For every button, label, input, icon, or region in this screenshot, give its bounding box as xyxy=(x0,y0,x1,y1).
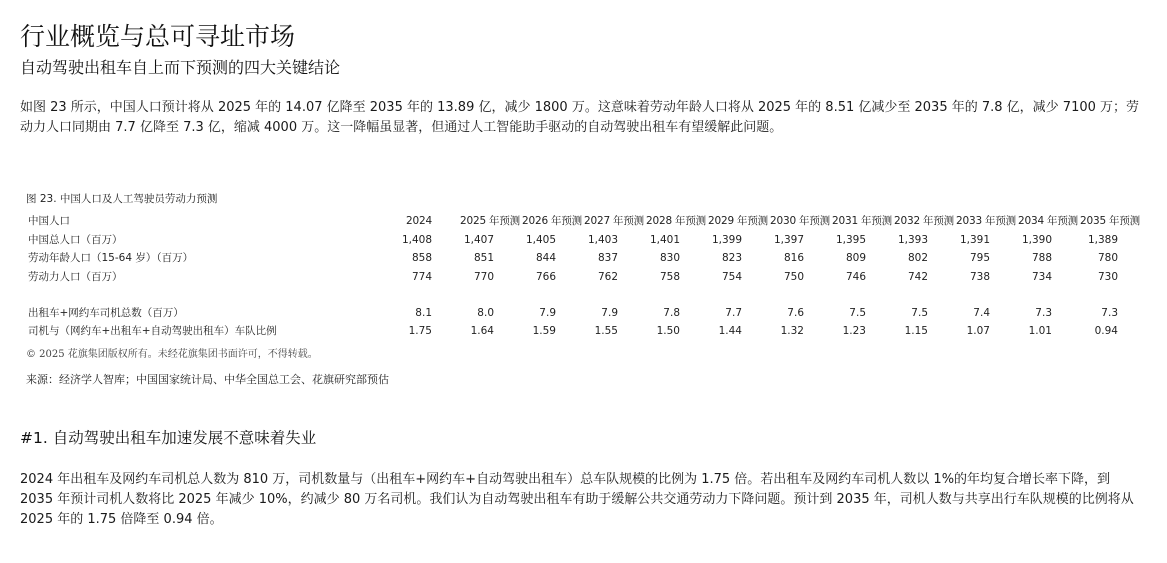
table-row xyxy=(26,231,1154,250)
table-cell: 1.15 xyxy=(904,325,928,337)
table-cell: 858 xyxy=(411,252,432,264)
table-cell: 837 xyxy=(597,252,618,264)
copyright-notice: © 2025 花旗集团版权所有。未经花旗集团书面许可，不得转载。 xyxy=(26,349,318,360)
column-header: 2030 年预测 xyxy=(770,215,830,227)
table-cell: 774 xyxy=(411,270,432,283)
table-cell: 1.64 xyxy=(470,325,494,337)
row-label: 劳动力人口（百万） xyxy=(28,270,123,283)
page-subtitle: 自动驾驶出租车自上而下预测的四大关键结论 xyxy=(20,58,341,77)
table-header-row xyxy=(26,212,1154,231)
row-label: 中国总人口（百万） xyxy=(28,233,123,246)
table-cell: 1,390 xyxy=(1021,233,1052,246)
table-cell: 1,408 xyxy=(401,233,432,246)
column-header: 2026 年预测 xyxy=(522,215,582,227)
table-cell: 734 xyxy=(1031,270,1052,283)
table-cell: 1.44 xyxy=(718,325,742,337)
table-cell: 762 xyxy=(597,270,618,283)
table-header-label: 中国人口 xyxy=(28,215,70,227)
table-cell: 1,393 xyxy=(897,233,928,246)
table-cell: 1,399 xyxy=(711,233,742,246)
table-cell: 8.0 xyxy=(477,306,494,319)
row-label: 劳动年龄人口（15-64 岁）（百万） xyxy=(28,252,194,264)
table-cell: 1,403 xyxy=(587,233,618,246)
table-cell: 7.4 xyxy=(973,306,990,319)
column-header: 2032 年预测 xyxy=(894,215,954,227)
table-cell: 802 xyxy=(907,252,928,264)
table-row xyxy=(26,268,1154,287)
table-cell: 1.32 xyxy=(780,325,804,337)
table-cell: 823 xyxy=(721,252,742,264)
table-cell: 750 xyxy=(783,270,804,283)
table-row xyxy=(26,304,1154,323)
table-cell: 0.94 xyxy=(1094,325,1118,337)
column-header: 2025 年预测 xyxy=(460,215,520,227)
column-header: 2035 年预测 xyxy=(1080,215,1140,227)
source-note: 来源：经济学人智库；中国国家统计局、中华全国总工会、花旗研究部预估 xyxy=(26,373,389,386)
table-cell: 7.6 xyxy=(787,306,804,319)
table-cell: 1.59 xyxy=(532,325,556,337)
row-label: 司机与（网约车+出租车+自动驾驶出租车）车队比例 xyxy=(28,325,277,337)
row-label: 出租车+网约车司机总数（百万） xyxy=(28,306,184,319)
column-header: 2031 年预测 xyxy=(832,215,892,227)
column-header: 2027 年预测 xyxy=(584,215,644,227)
table-cell: 730 xyxy=(1097,270,1118,283)
table-cell: 7.5 xyxy=(911,306,928,319)
table-cell: 830 xyxy=(659,252,680,264)
table-cell: 1.75 xyxy=(408,325,432,337)
table-cell: 1.50 xyxy=(656,325,680,337)
table-cell: 746 xyxy=(845,270,866,283)
table-cell: 754 xyxy=(721,270,742,283)
table-cell: 1.55 xyxy=(594,325,618,337)
table-cell: 1.07 xyxy=(966,325,990,337)
table-cell: 1,395 xyxy=(835,233,866,246)
table-row xyxy=(26,322,1154,341)
table-cell: 1,391 xyxy=(959,233,990,246)
column-header: 2028 年预测 xyxy=(646,215,706,227)
table-cell: 1,389 xyxy=(1087,233,1118,246)
section-heading: #1. 自动驾驶出租车加速发展不意味着失业 xyxy=(20,429,317,447)
table-cell: 766 xyxy=(535,270,556,283)
table-cell: 788 xyxy=(1031,252,1052,264)
figure-caption: 图 23. 中国人口及人工驾驶员劳动力预测 xyxy=(26,193,218,205)
table-cell: 1,405 xyxy=(525,233,556,246)
table-cell: 7.8 xyxy=(663,306,680,319)
table-cell: 758 xyxy=(659,270,680,283)
table-cell: 7.9 xyxy=(539,306,556,319)
population-table xyxy=(26,212,1154,341)
table-cell: 844 xyxy=(535,252,556,264)
table-cell: 780 xyxy=(1097,252,1118,264)
column-header: 2033 年预测 xyxy=(956,215,1016,227)
column-header: 2034 年预测 xyxy=(1018,215,1078,227)
column-header: 2024 xyxy=(406,215,432,227)
table-cell: 1,401 xyxy=(649,233,680,246)
table-cell: 7.3 xyxy=(1035,306,1052,319)
table-row xyxy=(26,249,1154,268)
intro-paragraph: 如图 23 所示，中国人口预计将从 2025 年的 14.07 亿降至 2035 年的 13.89 亿，减少 1800 万。这意味着劳动年龄人口将从 2025 年的 8.51 亿减少至 2035 年的 7.8 亿，减少 7100 万；劳动力人口同期由 7.7 亿降至 7.3 亿，缩减 4000 万。这一降幅虽显著，但通过人工智能助手驱动的自动驾驶出租车有望缓解此问题。 xyxy=(20,100,1140,135)
page-title: 行业概览与总可寻址市场 xyxy=(20,22,296,51)
table-cell: 816 xyxy=(783,252,804,264)
table-cell: 1,407 xyxy=(463,233,494,246)
table-cell: 1.01 xyxy=(1028,325,1052,337)
table-cell: 8.1 xyxy=(415,306,432,319)
section-paragraph: 2024 年出租车及网约车司机总人数为 810 万，司机数量与（出租车+网约车+自动驾驶出租车）总车队规模的比例为 1.75 倍。若出租车及网约车司机人数以 1%的年均复合增长率下降，到 2035 年预计司机人数将比 2025 年减少 10%，约减少 80 万名司机。我们认为自动驾驶出租车有助于缓解公共交通劳动力下降问题。预计到 2035 年，司机人数与共享出行车队规模的比例将从 2025 年的 1.75 倍降至 0.94 倍。 xyxy=(20,472,1134,527)
table-cell: 7.5 xyxy=(849,306,866,319)
table-cell: 809 xyxy=(845,252,866,264)
table-cell: 1.23 xyxy=(842,325,866,337)
table-cell: 770 xyxy=(473,270,494,283)
table-cell: 7.7 xyxy=(725,306,742,319)
table-cell: 795 xyxy=(969,252,990,264)
column-header: 2029 年预测 xyxy=(708,215,768,227)
table-cell: 851 xyxy=(473,252,494,264)
table-cell: 7.3 xyxy=(1101,306,1118,319)
table-cell: 7.9 xyxy=(601,306,618,319)
table-cell: 742 xyxy=(907,270,928,283)
table-cell: 738 xyxy=(969,270,990,283)
table-cell: 1,397 xyxy=(773,233,804,246)
